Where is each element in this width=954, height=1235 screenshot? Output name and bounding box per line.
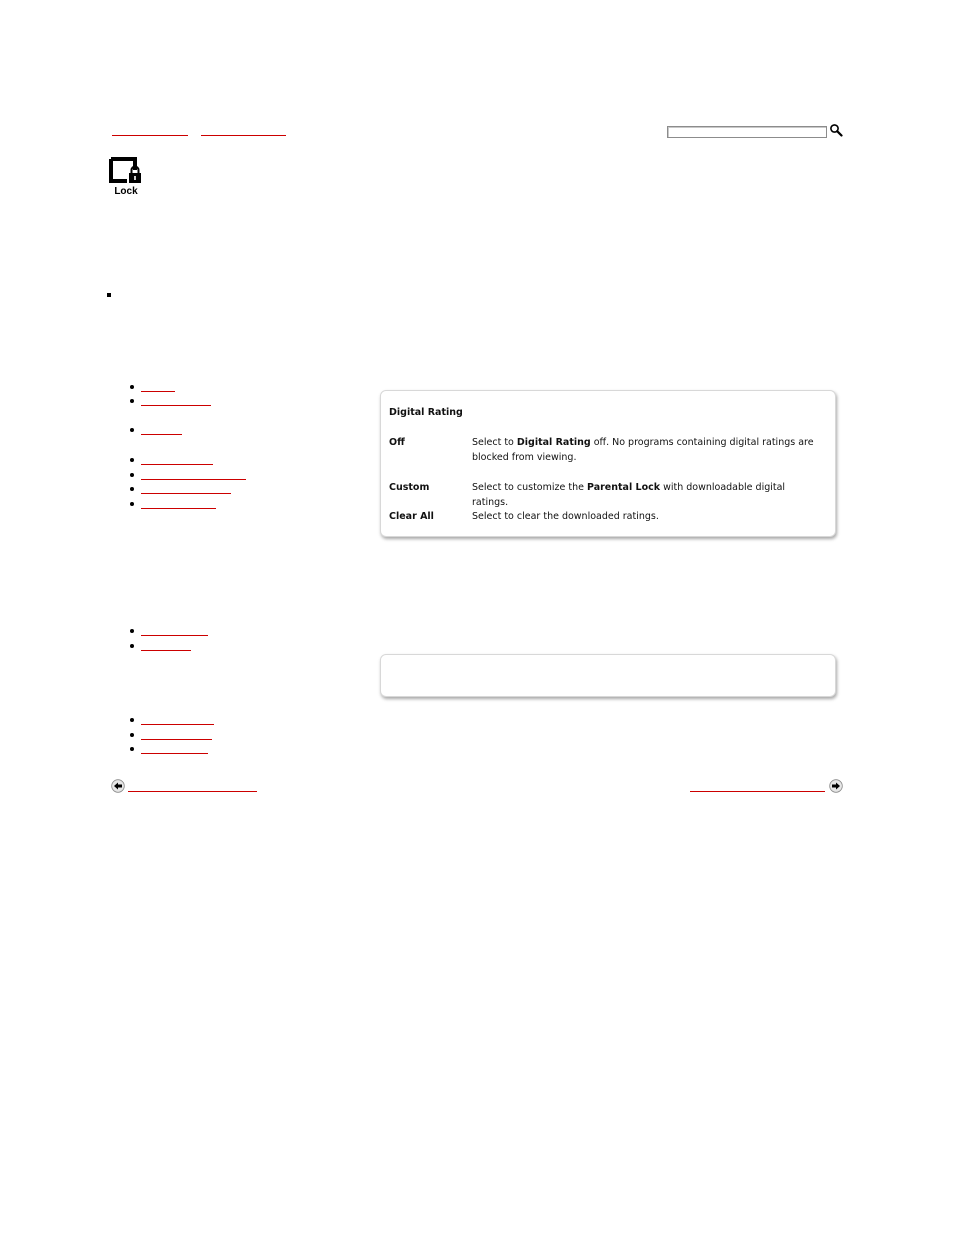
- next-page-link[interactable]: [690, 791, 825, 792]
- section-bullet: [107, 293, 111, 297]
- option-off-description: Select to Digital Rating off. No programs containing digital ratings are blocked from viewing.: [472, 437, 814, 463]
- list-link[interactable]: [141, 391, 175, 392]
- search-icon[interactable]: [829, 123, 843, 137]
- list-link[interactable]: [141, 724, 214, 725]
- panel-title: Digital Rating: [389, 407, 463, 418]
- arrow-left-icon[interactable]: [111, 779, 125, 793]
- breadcrumb-link-1[interactable]: [112, 135, 188, 136]
- list-bullet: [130, 718, 134, 722]
- list-link[interactable]: [141, 464, 213, 465]
- list-bullet: [130, 399, 134, 403]
- list-link[interactable]: [141, 434, 182, 435]
- digital-rating-panel: [380, 390, 836, 537]
- list-bullet: [130, 458, 134, 462]
- list-link[interactable]: [141, 635, 208, 636]
- lock-icon-label: Lock: [114, 186, 138, 197]
- list-bullet: [130, 385, 134, 389]
- list-link[interactable]: [141, 753, 208, 754]
- option-clear-all: Clear All: [389, 511, 434, 522]
- list-link[interactable]: [141, 650, 191, 651]
- option-custom: Custom: [389, 482, 430, 493]
- list-link[interactable]: [141, 479, 246, 480]
- list-bullet: [130, 428, 134, 432]
- option-clear-all-description: Select to clear the downloaded ratings.: [472, 511, 659, 522]
- list-link[interactable]: [141, 508, 216, 509]
- list-bullet: [130, 473, 134, 477]
- list-link[interactable]: [141, 493, 231, 494]
- list-bullet: [130, 487, 134, 491]
- list-bullet: [130, 747, 134, 751]
- lock-icon: [108, 156, 144, 186]
- breadcrumb-link-2[interactable]: [201, 135, 286, 136]
- previous-page-link[interactable]: [128, 791, 257, 792]
- list-bullet: [130, 733, 134, 737]
- search-input[interactable]: [667, 126, 827, 138]
- list-bullet: [130, 644, 134, 648]
- empty-info-panel: [380, 654, 836, 697]
- list-bullet: [130, 502, 134, 506]
- list-link[interactable]: [141, 405, 211, 406]
- option-custom-description: Select to customize the Parental Lock with downloadable digital ratings.: [472, 482, 786, 508]
- list-link[interactable]: [141, 739, 212, 740]
- option-off: Off: [389, 437, 405, 448]
- list-bullet: [130, 629, 134, 633]
- arrow-right-icon[interactable]: [829, 779, 843, 793]
